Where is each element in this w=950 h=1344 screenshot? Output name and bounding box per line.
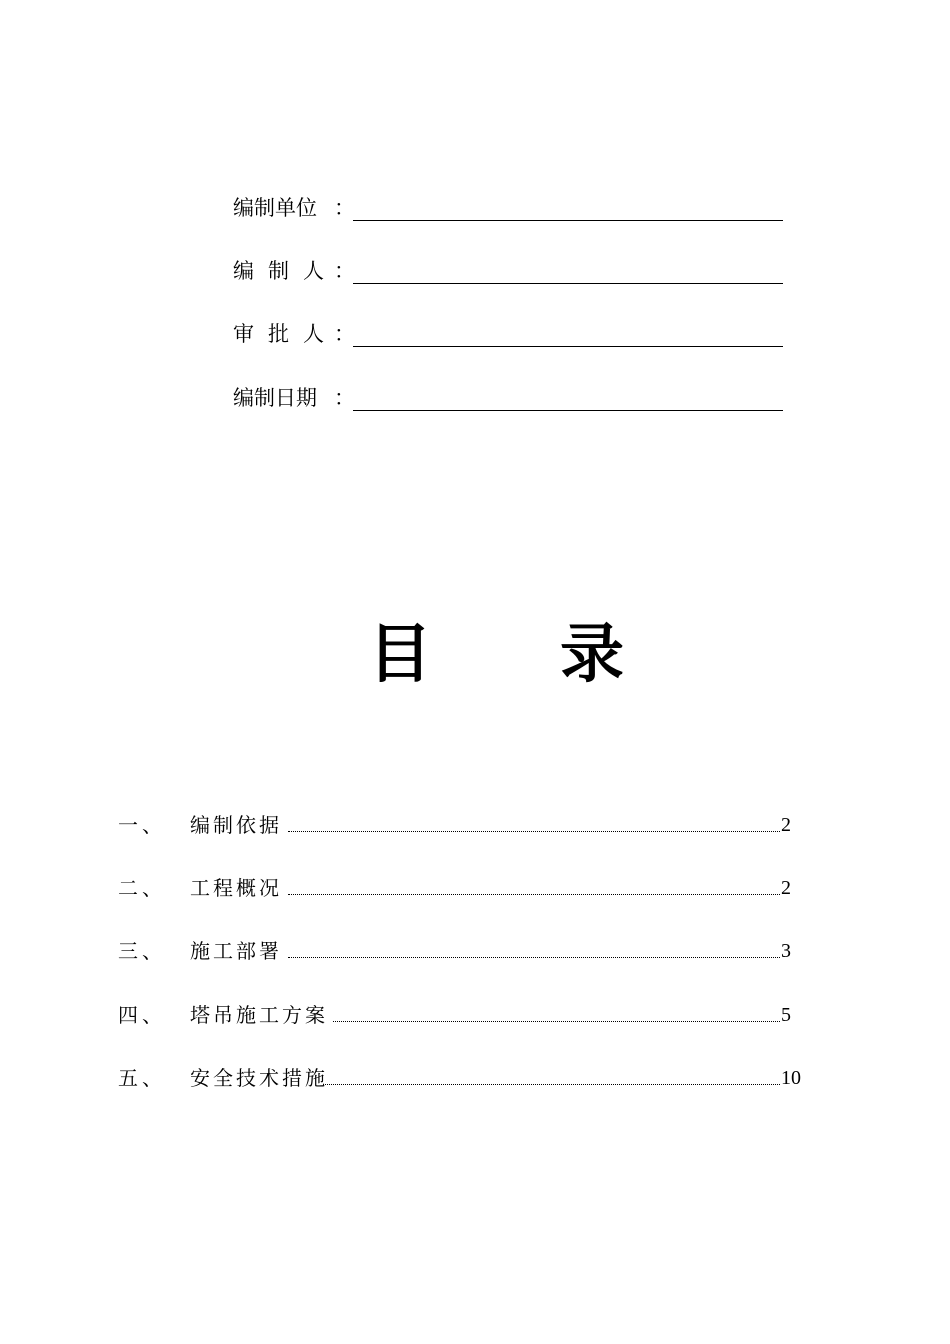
approver-label: 审批人	[233, 322, 338, 346]
toc-entry-page: 3	[781, 940, 791, 962]
toc-entry-page: 5	[781, 1004, 791, 1026]
toc-dot-leader	[333, 1021, 780, 1022]
author-colon: ：	[334, 259, 355, 283]
toc-entry-number: 五、	[118, 1066, 166, 1090]
approver-colon: ：	[334, 322, 355, 346]
approver-blank-line	[353, 346, 783, 347]
toc-entry-title: 工程概况	[190, 876, 282, 900]
toc-entry-number: 四、	[118, 1003, 166, 1027]
toc-entry[interactable]	[118, 1063, 808, 1093]
toc-entry-page: 10	[781, 1067, 801, 1089]
toc-dot-leader	[288, 831, 780, 832]
toc-title-char-2: 录	[560, 617, 624, 692]
form-row-author	[233, 256, 783, 286]
toc-entry-number: 三、	[118, 939, 166, 963]
unit-blank-line	[353, 220, 783, 221]
toc-dot-leader	[288, 894, 780, 895]
form-row-approver	[233, 319, 783, 349]
toc-dot-leader	[323, 1084, 780, 1085]
date-colon: ：	[334, 386, 355, 410]
toc-entry[interactable]	[118, 810, 808, 840]
unit-colon: ：	[334, 196, 355, 220]
toc-entry-number: 二、	[118, 876, 166, 900]
date-label: 编制日期	[233, 386, 317, 410]
toc-entry-page: 2	[781, 877, 791, 899]
author-blank-line	[353, 283, 783, 284]
toc-entry[interactable]	[118, 936, 808, 966]
toc-entry-title: 编制依据	[190, 813, 282, 837]
toc-entry[interactable]	[118, 873, 808, 903]
toc-title-char-1: 目	[368, 617, 432, 692]
date-blank-line	[353, 410, 783, 411]
toc-dot-leader	[288, 957, 780, 958]
toc-entry[interactable]	[118, 1000, 808, 1030]
toc-entry-title: 安全技术措施	[190, 1066, 328, 1090]
form-row-date	[233, 383, 783, 413]
toc-entry-page: 2	[781, 814, 791, 836]
unit-label: 编制单位	[233, 196, 317, 220]
toc-entry-title: 塔吊施工方案	[190, 1003, 328, 1027]
toc-entry-number: 一、	[118, 813, 166, 837]
form-row-unit	[233, 193, 783, 223]
toc-entry-title: 施工部署	[190, 939, 282, 963]
author-label: 编制人	[233, 259, 338, 283]
